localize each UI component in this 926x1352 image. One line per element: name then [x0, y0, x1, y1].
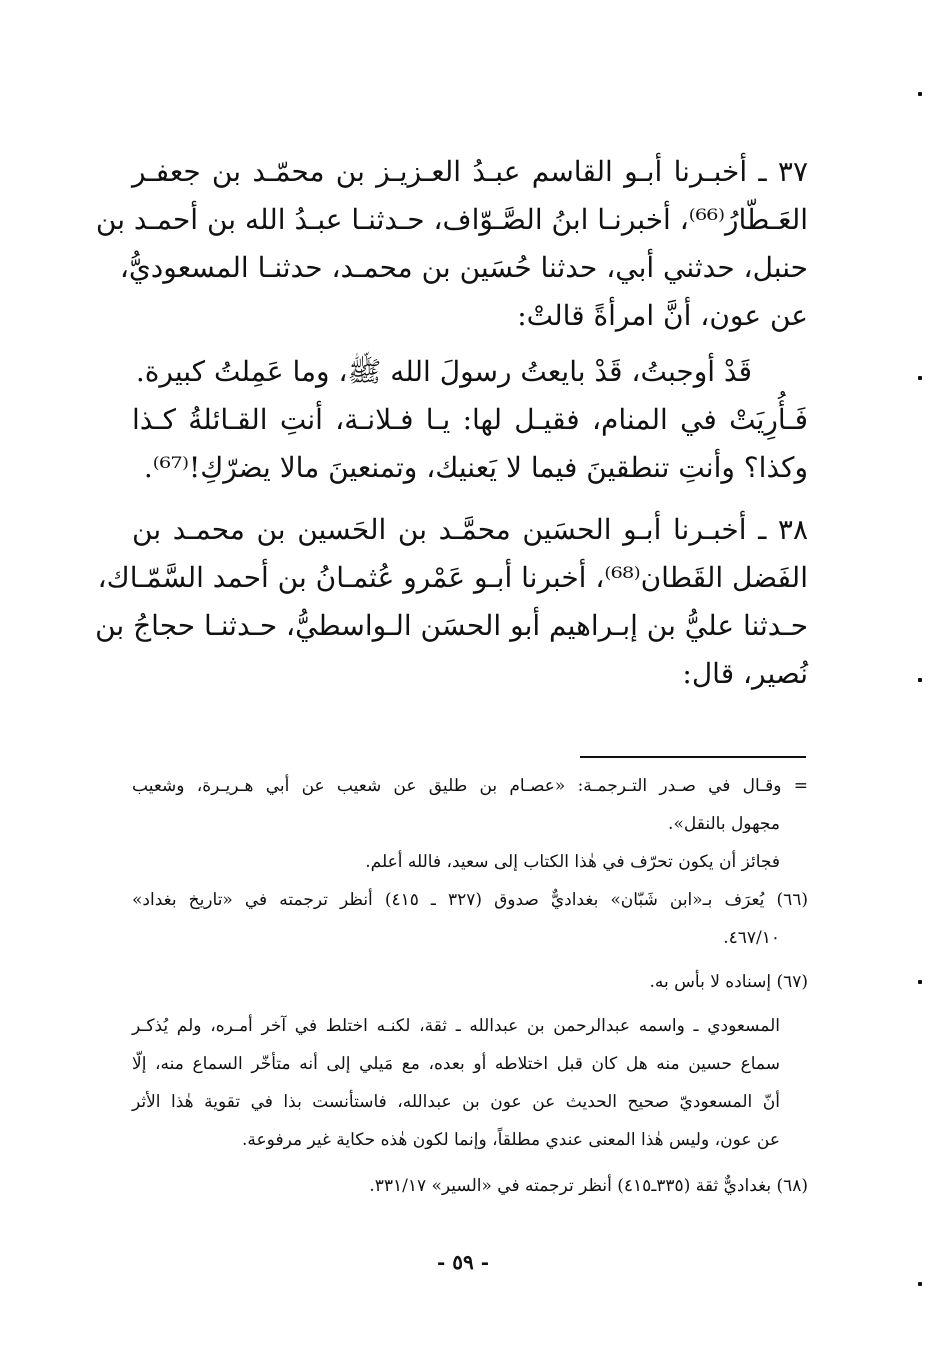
verse-line: قَدْ أوجبتُ، قَدْ بايعتُ رسولَ الله ﷺ، وما عَمِلتُ كبيرة.: [135, 355, 752, 388]
footnote-line: ٤٦٧/١٠.: [723, 928, 780, 948]
footnote-line: أنّ المسعوديّ صحيح الحديث عن عون بن عبدالله، فاستأنست بذا في تقوية هٰذا الأثر: [132, 1092, 780, 1112]
text-line: فَـأُرِيَتْ في المنام، فقيـل لها: يـا فـلانـة، أنتِ القـائلةُ كـذا: [132, 403, 808, 436]
text-line: الفَضل القَطان⁽⁶⁸⁾، أخبرنا أبـو عَمْرو عُثمـانُ بن أحمد السَّمّـاك،: [97, 561, 808, 594]
footnote-line: مجهول بالنقل».: [668, 814, 780, 834]
margin-mark: [918, 1282, 922, 1286]
text-line: حنبل، حدثني أبي، حدثنا حُسَين بن محمـد، حدثنـا المسعوديُّ،: [119, 251, 808, 284]
margin-mark: [918, 376, 922, 380]
page-number: - ٥٩ -: [436, 1250, 489, 1274]
footnote-66: (٦٦) يُعرَف بـ«ابن شَبّان» بغداديٌّ صدوق (٣٢٧ ـ ٤١٥) أنظر ترجمته في «تاريخ بغداد»: [132, 890, 808, 910]
footnote-separator: [580, 756, 806, 758]
text-line: ٣٧ ـ أخبـرنا أبـو القاسم عبـدُ العـزيـز بن محمّـد بن جعفـر: [132, 155, 808, 188]
footnote-68: (٦٨) بغداديٌّ ثقة (٣٣٥ـ٤١٥) أنظر ترجمته في «السير» ٣٣١/١٧.: [369, 1176, 808, 1196]
footnote-line: = وقـال في صـدر التـرجمـة: «عصـام بن طليق عن شعيب عن أبي هـريـرة، وشعيب: [132, 776, 808, 796]
text-line: وكذا؟ وأنتِ تنطقينَ فيما لا يَعنيك، وتمنعينَ مالا يضرّكِ!⁽⁶⁷⁾.: [143, 451, 808, 484]
footnote-line: سماع حسين منه هل كان قبل اختلاطه أو بعده، مع مَيلي إلى أنه متأخّر السماع منه، إلّا: [132, 1054, 780, 1074]
text-line: ٣٨ ـ أخبـرنا أبـو الحسَين محمَّـد بن الحَسين بن محمـد بن: [132, 513, 808, 546]
footnote-67: (٦٧) إسناده لا بأس به.: [649, 972, 808, 992]
footnote-line: المسعودي ـ واسمه عبدالرحمن بن عبدالله ـ ثقة، لكنـه اختلط في آخر أمـره، ولم يُذكـر: [132, 1016, 780, 1036]
text-line: العَـطّارُ⁽⁶⁶⁾، أخبرنـا ابنُ الصَّـوّاف، حـدثنـا عبـدُ الله بن أحمـد بن: [95, 203, 808, 236]
footnote-line: عن عون، وليس هٰذا المعنى عندي مطلقاً، وإنما لكون هٰذه حكاية غير مرفوعة.: [242, 1130, 780, 1150]
margin-mark: [918, 92, 922, 96]
margin-mark: [918, 980, 922, 984]
margin-mark: [918, 678, 922, 682]
text-line: عن عون، أنَّ امرأةً قالتْ:: [517, 299, 808, 332]
text-line: حـدثنا عليُّ بن إبـراهيم أبو الحسَن الـواسطيُّ، حـدثنـا حجاجُ بن: [95, 609, 808, 642]
footnote-line: فجائز أن يكون تحرّف في هٰذا الكتاب إلى سعيد، فالله أعلم.: [365, 852, 780, 872]
text-line: نُصير، قال:: [682, 657, 808, 690]
